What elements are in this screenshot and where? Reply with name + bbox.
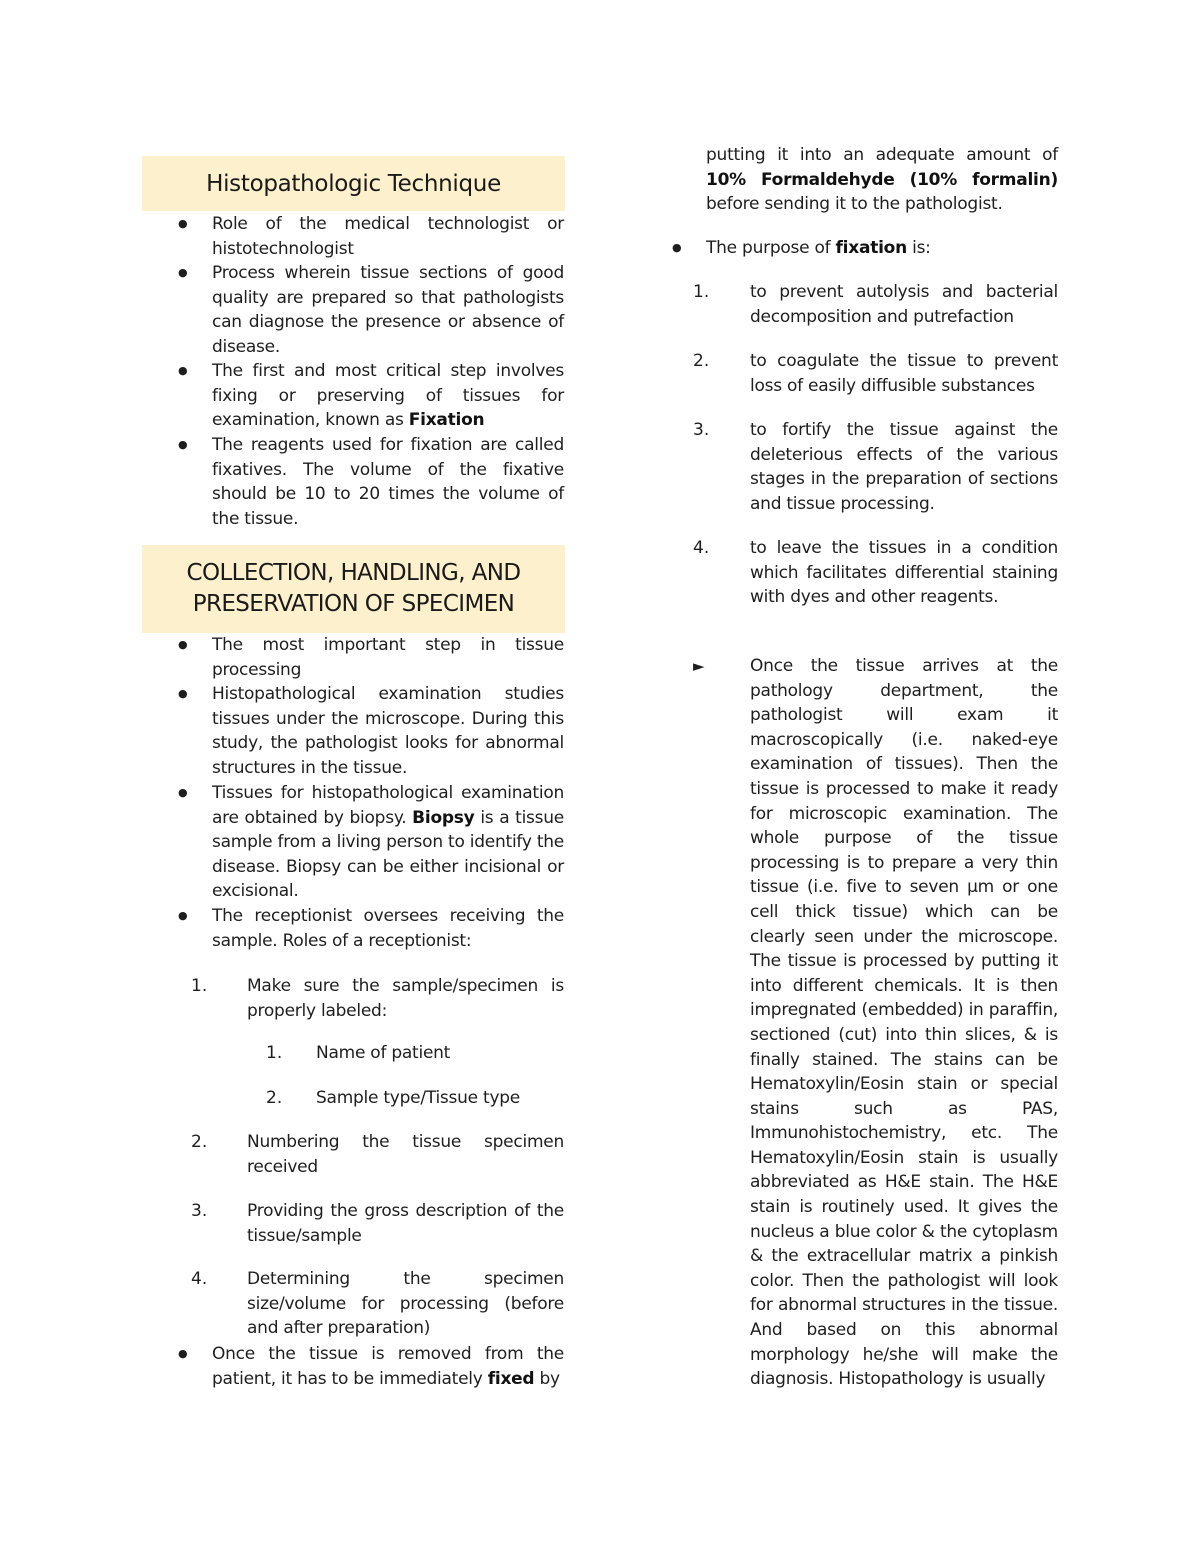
role-number: 4. <box>191 1269 208 1289</box>
bullet-role: ● Role of the medical technologist or histotechnologist <box>212 212 564 261</box>
purpose-item: to coagulate the tissue to prevent loss of easily diffusible substances <box>750 351 1058 396</box>
term-fixation: Fixation <box>408 410 485 431</box>
role-number: 3. <box>191 1201 208 1221</box>
purpose-number: 3. <box>693 420 710 440</box>
continued-post: before sending it to the pathologist. <box>706 194 1003 215</box>
label-item-number: 2. <box>266 1088 283 1108</box>
role-item: Determining the specimen size/volume for processing (before and after preparation) <box>247 1269 564 1339</box>
bullet-process: ● Process wherein tissue sections of good quality are prepared so that pathologists can diagnose the presence or absence of disease. <box>212 261 564 359</box>
continued-pre: putting it into an adequate amount of <box>706 145 1058 165</box>
bullet-biopsy-post: is a tissue sample from a living person to identify the disease. Biopsy can be either incisional or excisional. <box>212 807 564 902</box>
term-fixation-purpose: fixation <box>835 238 907 258</box>
arrow-bullet-icon: ► <box>693 657 705 675</box>
purpose-item: to fortify the tissue against the deleterious effects of the various stages in the preparation of sections and tissue processing. <box>750 420 1058 514</box>
bullet-histopathological-exam: ● Histopathological examination studies tissues under the microscope. During this study, the pathologist looks for abnormal structures in the tissue. <box>212 682 564 780</box>
role-item: Make sure the sample/specimen is properly labeled: <box>247 976 564 1021</box>
bullet-once-removed-post: by <box>534 1368 560 1389</box>
role-number: 1. <box>191 976 208 996</box>
purpose-item: to leave the tissues in a condition which facilitates differential staining with dyes and other reagents. <box>750 538 1058 608</box>
bullet-once-removed <box>212 1342 564 1391</box>
continued-paragraph <box>706 143 1058 217</box>
purpose-item: to prevent autolysis and bacterial decomposition and putrefaction <box>750 282 1058 327</box>
bullet-once-removed-pre: Once the tissue is removed from the patient, it has to be immediately <box>212 1344 564 1389</box>
bullet-most-important: ● The most important step in tissue processing <box>212 633 564 682</box>
bullet-biopsy <box>212 781 564 904</box>
purpose-number: 4. <box>693 538 710 558</box>
role-item: Numbering the tissue specimen received <box>247 1132 564 1177</box>
arrow-paragraph: Once the tissue arrives at the pathology department, the pathologist will exam it macroscopically (i.e. naked-eye examination of tissues). Then the tissue is processed to make it ready for microscopic examination. The whole purpose of the tissue processing is to prepare a very thin tissue (i.e. five to seven µm or one cell thick tissue) which can be clearly seen under the microscope. The tissue is processed by putting it into different chemicals. It is then impregnated (embedded) in paraffin, sectioned (cut) into thin slices, & is finally stained. The stains can be Hematoxylin/Eosin stain or special stains such as PAS, Immunohistochemistry, etc. The Hematoxylin/Eosin stain is usually abbreviated as H&E stain. The H&E stain is routinely used. It gives the nucleus a blue color & the cytoplasm & the extracellular matrix a pinkish color. Then the pathologist will look for abnormal structures in the tissue. And based on this abnormal morphology he/she will make the diagnosis. Histopathology is usually <box>750 656 1058 1390</box>
label-item-number: 1. <box>266 1043 283 1063</box>
term-fixed: fixed <box>487 1368 535 1389</box>
bullet-first-step <box>212 359 564 433</box>
bullet-receptionist: ● The receptionist oversees receiving the sample. Roles of a receptionist: <box>212 904 564 953</box>
purpose-number: 1. <box>693 282 710 302</box>
section-title-histopathologic-technique: Histopathologic Technique <box>142 156 565 211</box>
label-item: Sample type/Tissue type <box>316 1088 521 1108</box>
term-formaldehyde: 10% Formaldehyde (10% formalin) <box>706 169 1058 190</box>
term-biopsy: Biopsy <box>412 807 475 828</box>
purpose-post: is: <box>906 238 931 258</box>
purpose-pre: The purpose of <box>706 238 836 258</box>
bullet-biopsy-pre: Tissues for histopathological examination are obtained by biopsy. <box>212 783 564 828</box>
purpose-number: 2. <box>693 351 710 371</box>
role-number: 2. <box>191 1132 208 1152</box>
bullet-first-step-text: The first and most critical step involves fixing or preserving of tissues for examination, known as <box>212 361 564 431</box>
bullet-reagents: ● The reagents used for fixation are called fixatives. The volume of the fixative should be 10 to 20 times the volume of the tissue. <box>212 433 564 531</box>
section-title-collection-handling: COLLECTION, HANDLING, AND PRESERVATION OF SPECIMEN <box>142 545 565 633</box>
role-item: Providing the gross description of the tissue/sample <box>247 1201 564 1246</box>
bullet-purpose <box>706 236 1058 261</box>
label-item: Name of patient <box>316 1043 451 1063</box>
